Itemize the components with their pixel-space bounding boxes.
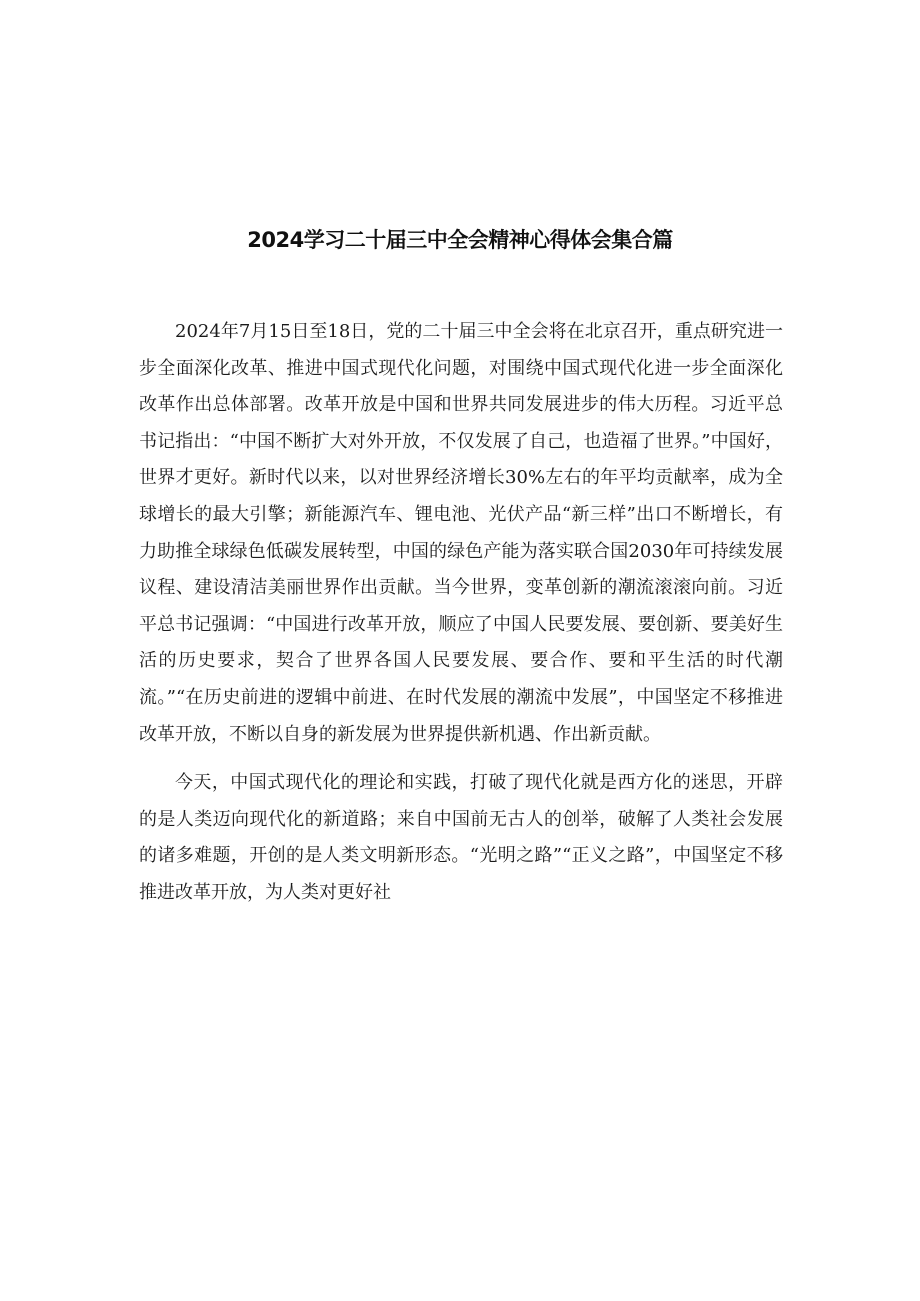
document-body (139, 314, 783, 912)
paragraph: 2024年7月15日至18日，党的二十届三中全会将在北京召开，重点研究进一步全面深化改革、推进中国式现代化问题，对围绕中国式现代化进一步全面深化改革作出总体部署。改革开放是中国和世界共同发展进步的伟大历程。习近平总书记指出：“中国不断扩大对外开放，不仅发展了自己，也造福了世界。”中国好，世界才更好。新时代以来，以对世界经济增长30%左右的年平均贡献率，成为全球增长的最大引擎；新能源汽车、锂电池、光伏产品“新三样”出口不断增长，有力助推全球绿色低碳发展转型，中国的绿色产能为落实联合国2030年可持续发展议程、建设清洁美丽世界作出贡献。当今世界，变革创新的潮流滚滚向前。习近平总书记强调：“中国进行改革开放，顺应了中国人民要发展、要创新、要美好生活的历史要求，契合了世界各国人民要发展、要合作、要和平生活的时代潮流。”“在历史前进的逻辑中前进、在时代发展的潮流中发展”，中国坚定不移推进改革开放，不断以自身的新发展为世界提供新机遇、作出新贡献。 (139, 321, 783, 745)
paragraph: 今天，中国式现代化的理论和实践，打破了现代化就是西方化的迷思，开辟的是人类迈向现代化的新道路；来自中国前无古人的创举，破解了人类社会发展的诸多难题，开创的是人类文明新形态。“光明之路”“正义之路”，中国坚定不移推进改革开放，为人类对更好社 (139, 772, 783, 903)
document-title: 2024学习二十届三中全会精神心得体会集合篇 (247, 228, 673, 252)
